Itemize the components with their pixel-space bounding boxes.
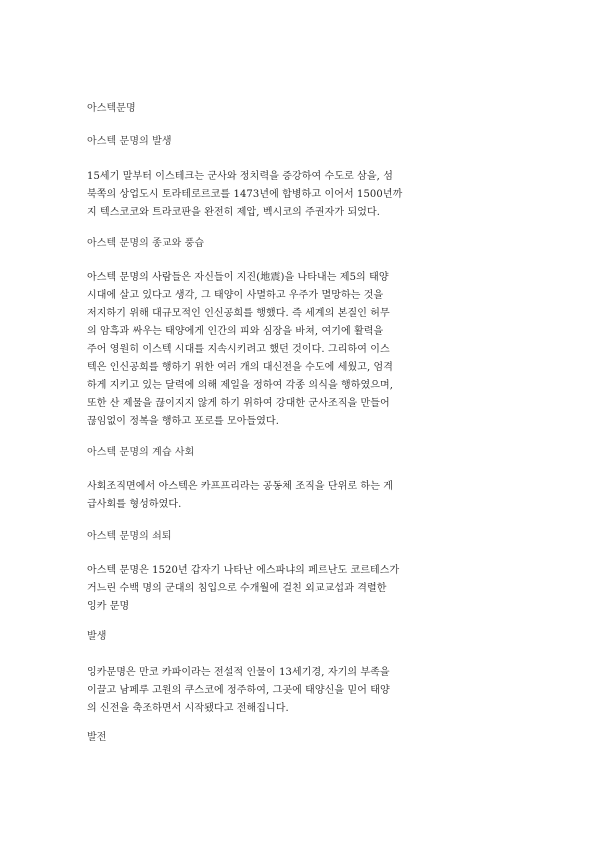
text-line: 저지하기 위해 대규모적인 인신공희를 행했다. 즉 세계의 본질인 허무 (87, 308, 390, 319)
section-heading-origin: 아스텍 문명의 발생 (87, 136, 172, 147)
document-title: 아스텍문명 (87, 103, 136, 114)
text-line: 15세기 말부터 이스테크는 군사와 정치력을 증강하여 수도로 삼을, 섬 (87, 171, 393, 182)
section-heading-society: 아스텍 문명의 계습 사회 (87, 447, 195, 458)
text-line: 주어 영원히 이스텍 시대를 지속시키려고 했던 것이다. 그리하여 이스 (87, 344, 390, 355)
text-line: 지 텍스코코와 트라코판을 완전히 제압, 벡시코의 주권자가 되었다. (87, 207, 381, 218)
text-line: 또한 산 제물을 끊이지지 않게 하기 위하여 강대한 군사조직을 만들어 (87, 398, 390, 409)
text-line: 시대에 살고 있다고 생각, 그 태양이 사멸하고 우주가 멸망하는 것을 (87, 290, 384, 301)
text-line: 잉카 문명 (87, 601, 130, 612)
text-line: 아스텍 문명은 1520년 갑자기 나타난 에스파냐의 페르난도 코르테스가 (87, 565, 400, 576)
paragraph-decline (87, 562, 519, 616)
paragraph-society (87, 478, 519, 514)
text-line: 텍은 인신공희를 행하기 위한 여러 개의 대신전을 수도에 세웠고, 엄격 (87, 362, 394, 373)
text-line: 아스텍 문명의 사람들은 자신들이 지진(地震)을 나타내는 제5의 태양 (87, 272, 389, 283)
paragraph-origin (87, 168, 519, 222)
text-line: 급사회를 형성하였다. (87, 499, 182, 510)
text-line: 하게 지키고 있는 달력에 의해 제일을 정하여 각종 의식을 행하였으며, (87, 380, 394, 391)
text-line: 끊임없이 정복을 행하고 포로를 모아들였다. (87, 416, 280, 427)
section-heading-decline: 아스텍 문명의 쇠퇴 (87, 531, 172, 542)
text-line: 의 암흑과 싸우는 태양에게 인간의 피와 심장을 바쳐, 여기에 활력을 (87, 326, 384, 337)
text-line: 거느린 수백 명의 군대의 침입으로 수개월에 걸친 외교교섭과 격렬한 (87, 583, 387, 594)
text-line: 잉카문명은 만코 카파이라는 전설적 인물이 13세기경, 자기의 부족을 (87, 667, 390, 678)
text-line: 사회조직면에서 아스텍은 카프프리라는 공동체 조직을 단위로 하는 게 (87, 481, 393, 492)
paragraph-inca-origin (87, 664, 519, 718)
text-line: 의 신전을 축조하면서 시작됐다고 전해집니다. (87, 703, 289, 714)
text-line: 북쪽의 상업도시 토라테로르코를 1473년에 합병하고 이어서 1500년까 (87, 189, 403, 200)
section-heading-religion: 아스텍 문명의 종교와 풍습 (87, 238, 205, 249)
section-heading-inca-development: 발전 (87, 732, 107, 743)
section-heading-inca-origin: 발생 (87, 631, 107, 642)
text-line: 이끌고 남페루 고원의 쿠스코에 정주하여, 그곳에 태양신을 믿어 태양 (87, 685, 390, 696)
paragraph-religion (87, 269, 519, 431)
